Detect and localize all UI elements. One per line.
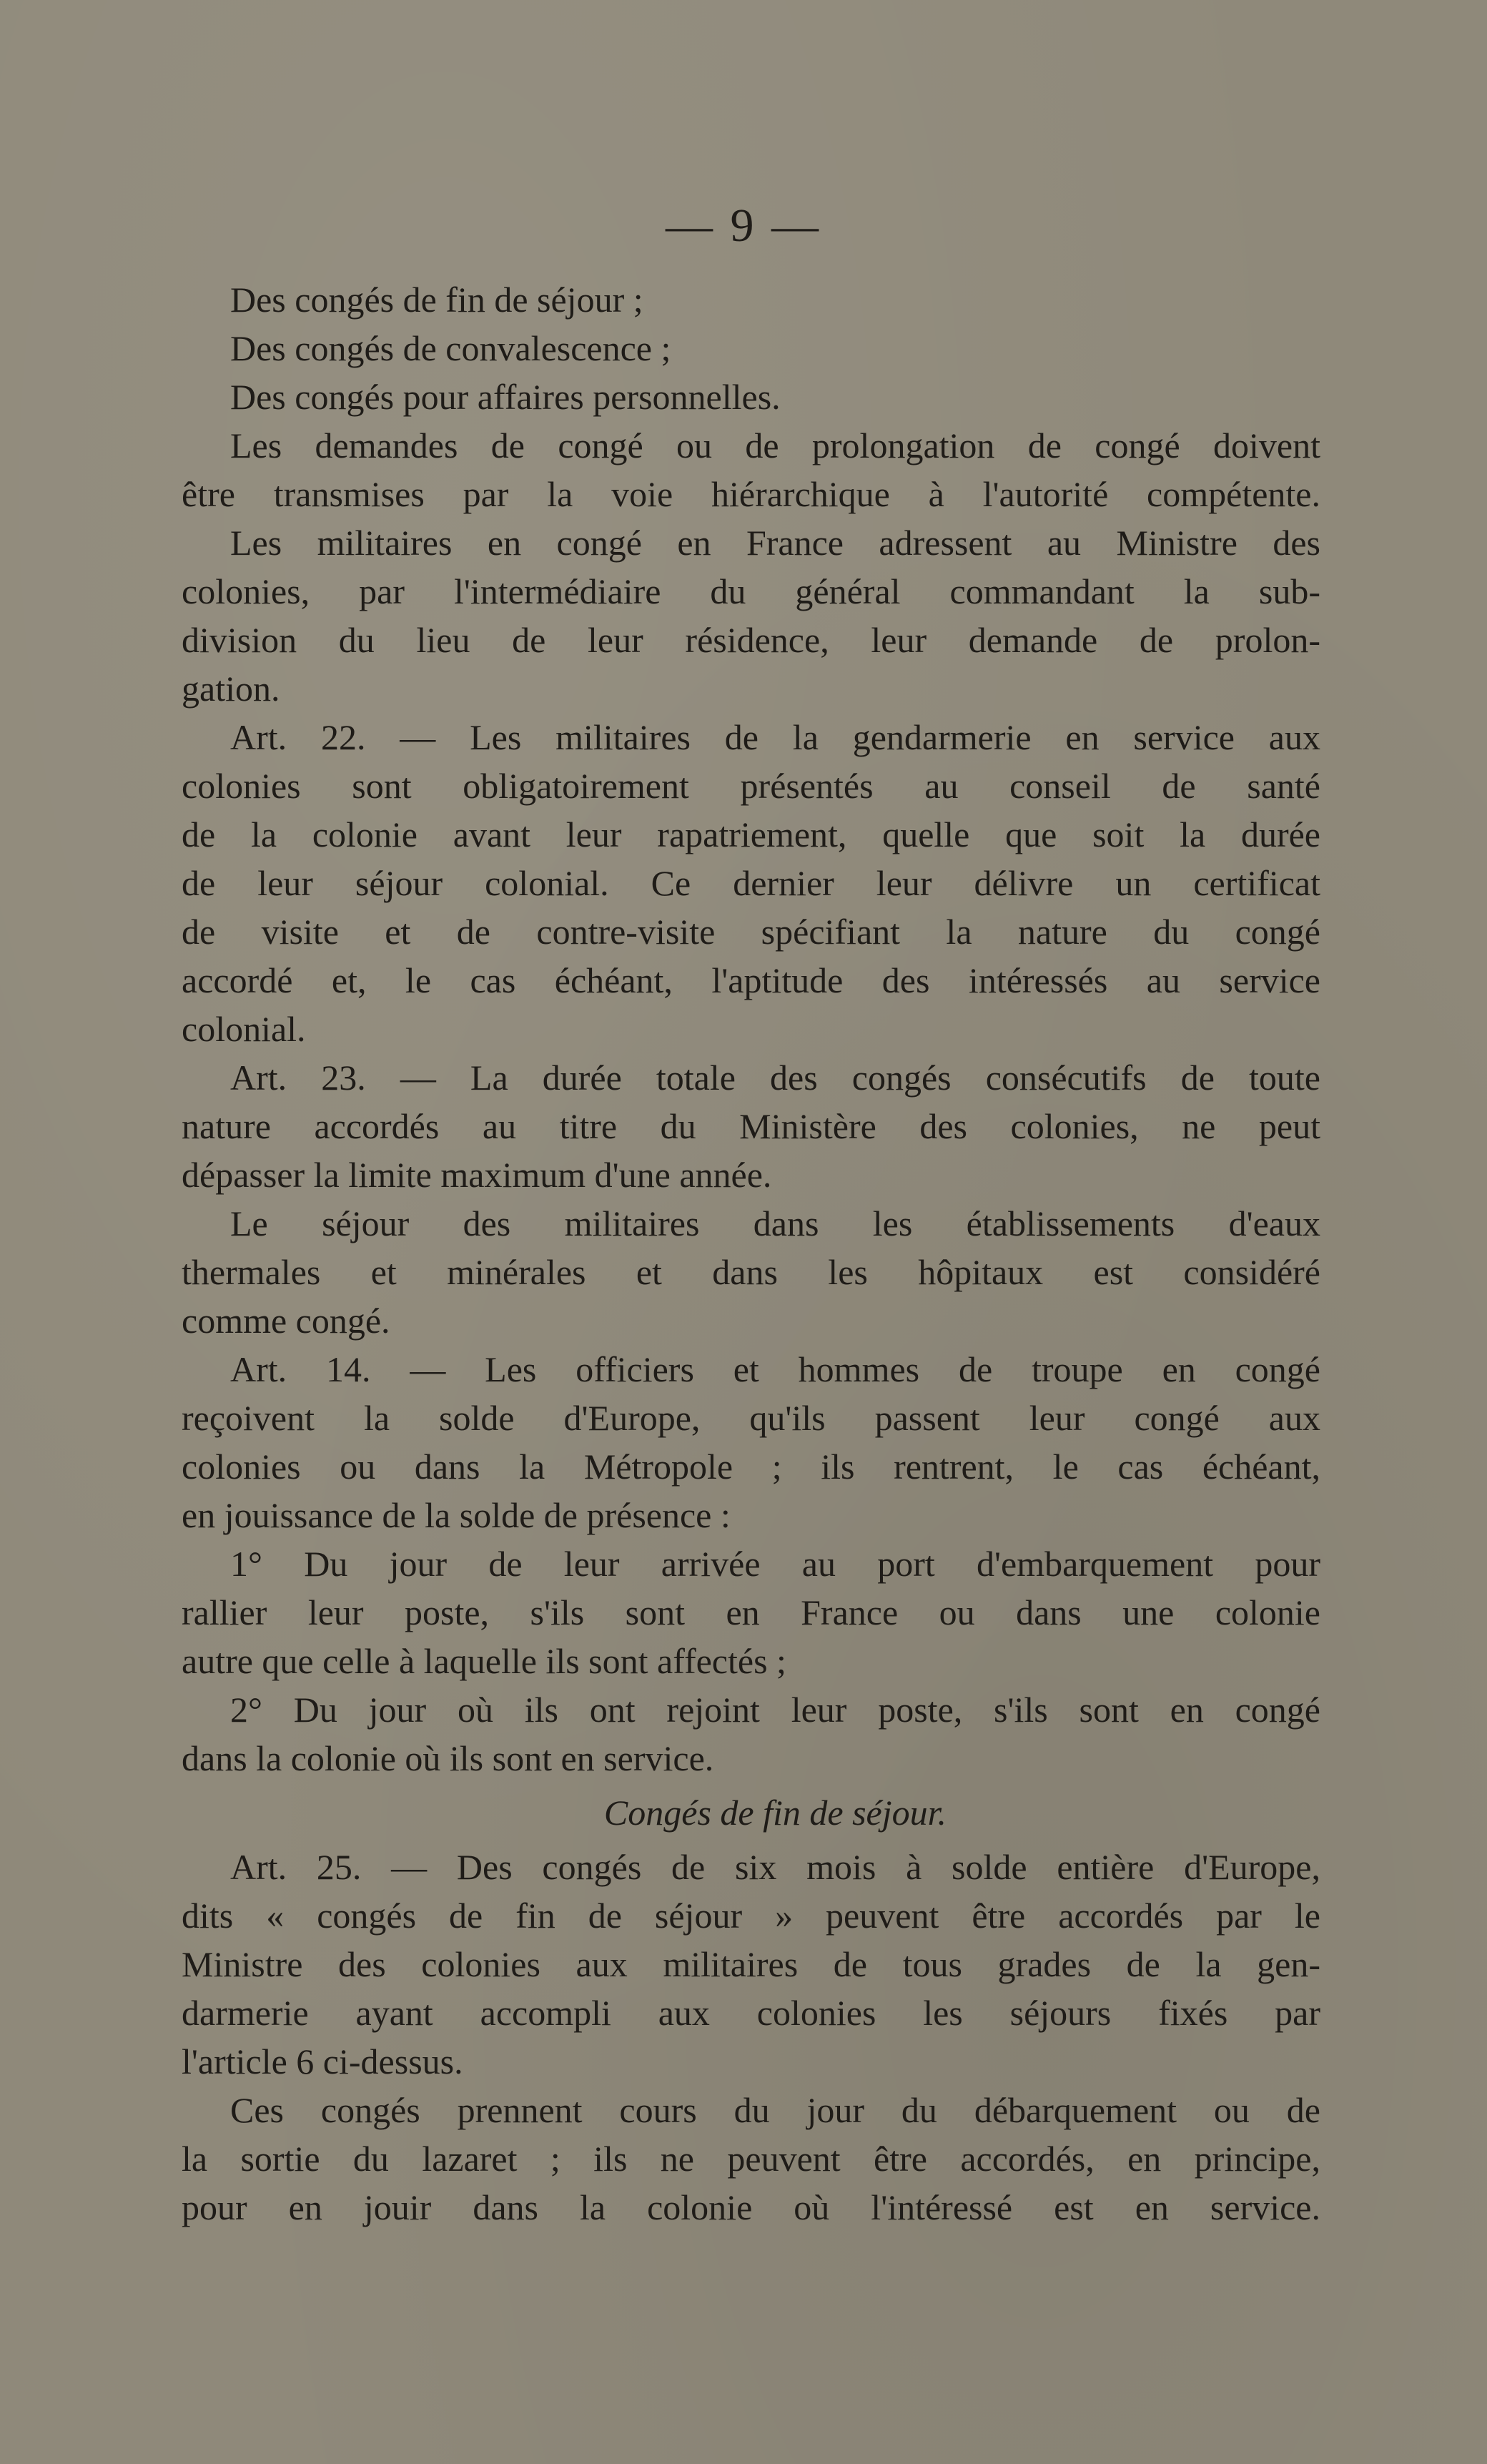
text-line: de la colonie avant leur rapatriement, quelle que soit la durée [182, 814, 1320, 854]
text-line: accordé et, le cas échéant, l'aptitude des intéressés au service [182, 960, 1320, 1000]
text-line: rallier leur poste, s'ils sont en France ou dans une colonie [182, 1592, 1320, 1632]
text-line: la sortie du lazaret ; ils ne peuvent être accordés, en principe, [182, 2139, 1320, 2179]
text-line: comme congé. [182, 1301, 390, 1341]
text-line: reçoivent la solde d'Europe, qu'ils passent leur congé aux [182, 1398, 1320, 1438]
text-line: pour en jouir dans la colonie où l'intéressé est en service. [182, 2187, 1320, 2227]
text-line: gation. [182, 669, 280, 709]
text-line: Art. 23. — La durée totale des congés consécutifs de toute [230, 1058, 1320, 1098]
text-line: Des congés pour affaires personnelles. [230, 377, 781, 417]
text-line: Ministre des colonies aux militaires de tous grades de la gen- [182, 1944, 1320, 1984]
text-line: Des congés de fin de séjour ; [230, 280, 643, 320]
text-line: en jouissance de la solde de présence : [182, 1495, 731, 1535]
text-line: l'article 6 ci-dessus. [182, 2041, 463, 2081]
text-line: 1° Du jour de leur arrivée au port d'embarquement pour [230, 1544, 1320, 1584]
text-line: colonies, par l'intermédiaire du général commandant la sub- [182, 571, 1320, 611]
text-line: colonial. [182, 1009, 306, 1049]
text-line: de visite et de contre-visite spécifiant la nature du congé [182, 912, 1320, 952]
text-line: Des congés de convalescence ; [230, 328, 671, 368]
section-heading: Congés de fin de séjour. [603, 1793, 947, 1833]
text-line: Le séjour des militaires dans les établissements d'eaux [230, 1203, 1320, 1243]
body-text [182, 275, 1320, 2232]
text-line: 2° Du jour où ils ont rejoint leur poste, s'ils sont en congé [230, 1690, 1320, 1730]
text-line: de leur séjour colonial. Ce dernier leur délivre un certificat [182, 863, 1320, 903]
text-line: être transmises par la voie hiérarchique à l'autorité compétente. [182, 474, 1320, 514]
text-line: division du lieu de leur résidence, leur demande de prolon- [182, 620, 1320, 660]
text-line: dans la colonie où ils sont en service. [182, 1738, 714, 1778]
text-line: Les militaires en congé en France adressent au Ministre des [230, 523, 1320, 563]
text-line: dits « congés de fin de séjour » peuvent être accordés par le [182, 1896, 1320, 1936]
text-line: Les demandes de congé ou de prolongation de congé doivent [230, 425, 1320, 465]
text-line: darmerie ayant accompli aux colonies les séjours fixés par [182, 1993, 1320, 2033]
page-number: — 9 — [666, 199, 821, 252]
text-line: colonies sont obligatoirement présentés au conseil de santé [182, 766, 1320, 806]
text-line: thermales et minérales et dans les hôpitaux est considéré [182, 1252, 1320, 1292]
text-line: Ces congés prennent cours du jour du débarquement ou de [230, 2090, 1320, 2130]
text-line: Art. 14. — Les officiers et hommes de troupe en congé [230, 1349, 1320, 1389]
text-line: Art. 25. — Des congés de six mois à solde entière d'Europe, [230, 1847, 1320, 1887]
text-line: colonies ou dans la Métropole ; ils rentrent, le cas échéant, [182, 1447, 1320, 1487]
text-line: Art. 22. — Les militaires de la gendarmerie en service aux [230, 717, 1320, 757]
text-line: dépasser la limite maximum d'une année. [182, 1155, 772, 1195]
text-line: autre que celle à laquelle ils sont affectés ; [182, 1641, 786, 1681]
text-line: nature accordés au titre du Ministère des colonies, ne peut [182, 1106, 1320, 1146]
